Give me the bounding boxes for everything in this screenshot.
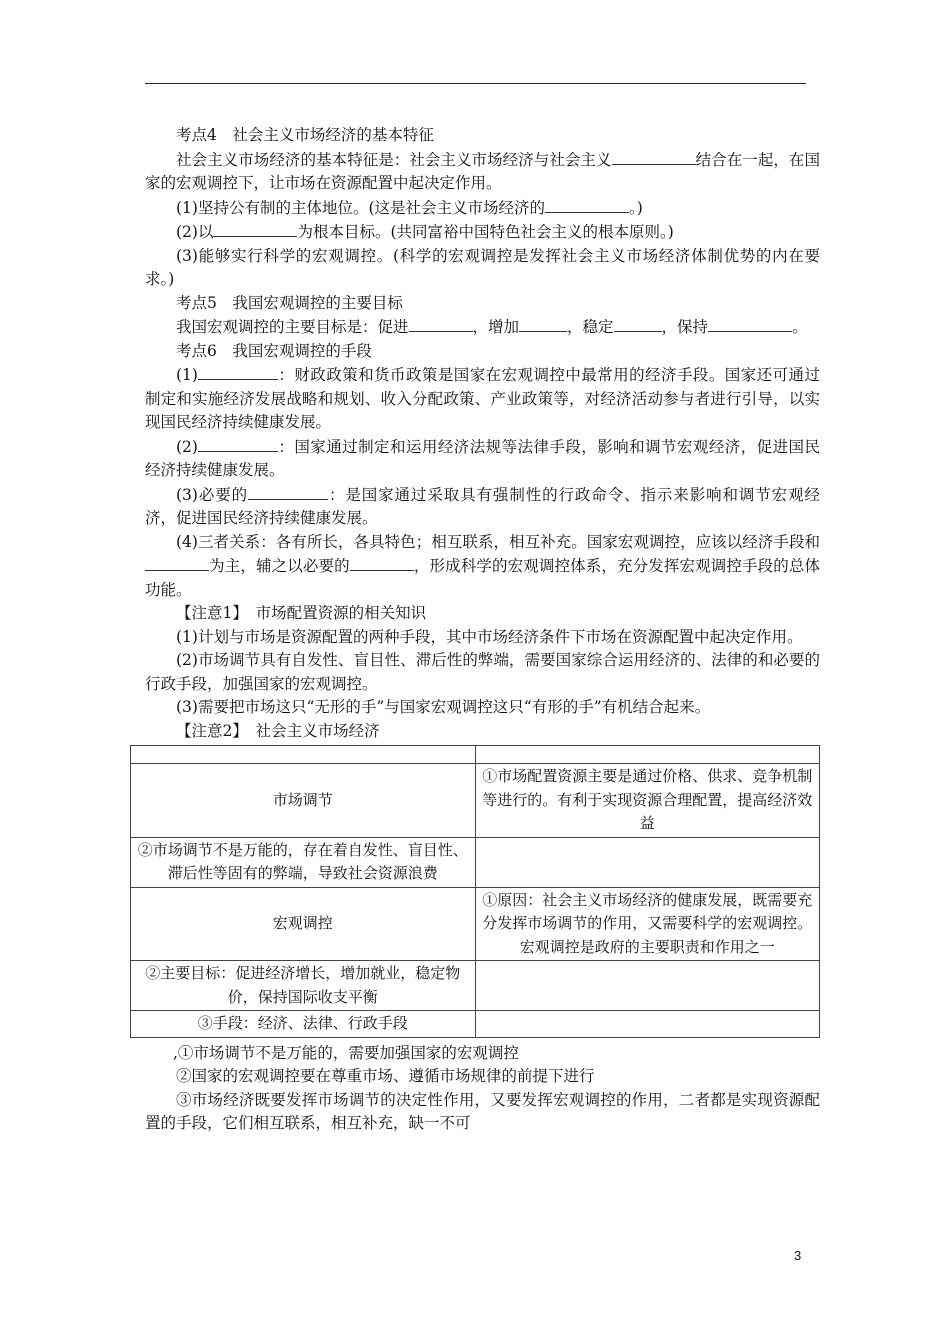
tail-line-3: ③市场经济既要发挥市场调节的决定性作用，又要发挥宏观调控的作用，二者都是实现资源配置的手段，它们相互联系，相互补充，缺一不可 [145, 1090, 820, 1132]
note1-point-3: (3)需要把市场这只“无形的手”与国家宏观调控这只“有形的手”有机结合起来。 [176, 698, 711, 716]
table-cell: 市场调节 [131, 764, 476, 838]
table-cell: ①市场配置资源主要是通过价格、供求、竞争机制等进行的。有利于实现资源合理配置，提高经济效益 [475, 764, 820, 838]
tail-line-1: ,①市场调节不是万能的，需要加强国家的宏观调控 [173, 1043, 519, 1062]
k4-point-1: (1)坚持公有制的主体地位。(这是社会主义市场经济的 。) [145, 196, 820, 221]
note2-title: 【注意2】 社会主义市场经济 [176, 721, 380, 740]
k6-title: 考点6 我国宏观调控的手段 [176, 341, 372, 360]
table-cell [475, 961, 820, 1011]
table-row [131, 961, 820, 1011]
k6-point-3: (3)必要的 ：是国家通过采取具有强制性的行政命令、指示来影响和调节宏观经济，促进国民经济持续健康发展。 [145, 483, 820, 531]
note1-title: 【注意1】 市场配置资源的相关知识 [176, 604, 427, 622]
header-rule [145, 83, 806, 84]
table-row [131, 887, 820, 961]
table-row [131, 837, 820, 887]
summary-table [130, 745, 820, 1038]
k4-title: 考点4 社会主义市场经济的基本特征 [176, 126, 434, 144]
k5-title: 考点5 我国宏观调控的主要目标 [176, 293, 403, 312]
table-cell [475, 837, 820, 887]
table-row [131, 1011, 820, 1038]
k4-point-2: (2)以 为根本目标。(共同富裕中国特色社会主义的根本原则。) [145, 220, 820, 245]
note1-point-1: (1)计划与市场是资源配置的两种手段，其中市场经济条件下市场在资源配置中起决定作用。 [176, 627, 803, 646]
table-cell [475, 1011, 820, 1038]
table-cell: ②主要目标：促进经济增长，增加就业，稳定物价，保持国际收支平衡 [131, 961, 476, 1011]
k6-point-2: (2) ：国家通过制定和运用经济法规等法律手段，影响和调节宏观经济，促进国民经济持续健康发展。 [145, 435, 820, 483]
k5-goals: 我国宏观调控的主要目标是：促进 ，增加 ，稳定 ，保持 。 [145, 315, 820, 340]
table-cell: ①原因：社会主义市场经济的健康发展，既需要充分发挥市场调节的作用，又需要科学的宏观调控。宏观调控是政府的主要职责和作用之一 [475, 887, 820, 961]
table-cell: ②市场调节不是万能的，存在着自发性、盲目性、滞后性等固有的弊端，导致社会资源浪费 [131, 837, 476, 887]
document-body [137, 124, 820, 1136]
note1-point-2: (2)市场调节具有自发性、盲目性、滞后性的弊端，需要国家综合运用经济的、法律的和必要的行政手段，加强国家的宏观调控。 [145, 651, 820, 693]
table-cell [475, 746, 820, 764]
k4-point-3: (3)能够实行科学的宏观调控。(科学的宏观调控是发挥社会主义市场经济体制优势的内在要求。) [145, 246, 820, 288]
table-row [131, 746, 820, 764]
tail-line-2: ②国家的宏观调控要在尊重市场、遵循市场规律的前提下进行 [176, 1067, 595, 1085]
table-cell [131, 746, 476, 764]
table-cell: 宏观调控 [131, 887, 476, 961]
k6-point-1: (1) ：财政政策和货币政策是国家在宏观调控中最常用的经济手段。国家还可通过制定和实施经济发展战略和规划、收入分配政策、产业政策等，对经济活动参与者进行引导，以实现国民经济持续健康发展。 [145, 363, 820, 435]
k6-point-4: (4)三者关系：各有所长，各具特色；相互联系，相互补充。国家宏观调控，应该以经济手段和为主，辅之以必要的 ，形成科学的宏观调控体系，充分发挥宏观调控手段的总体功能。 [145, 532, 820, 599]
k4-intro: 社会主义市场经济的基本特征是：社会主义市场经济与社会主义 结合在一起，在国家的宏观调控下，让市场在资源配置中起决定作用。 [145, 148, 820, 196]
page-number: 3 [794, 1248, 802, 1263]
table-cell: ③手段：经济、法律、行政手段 [131, 1011, 476, 1038]
table-row [131, 764, 820, 838]
